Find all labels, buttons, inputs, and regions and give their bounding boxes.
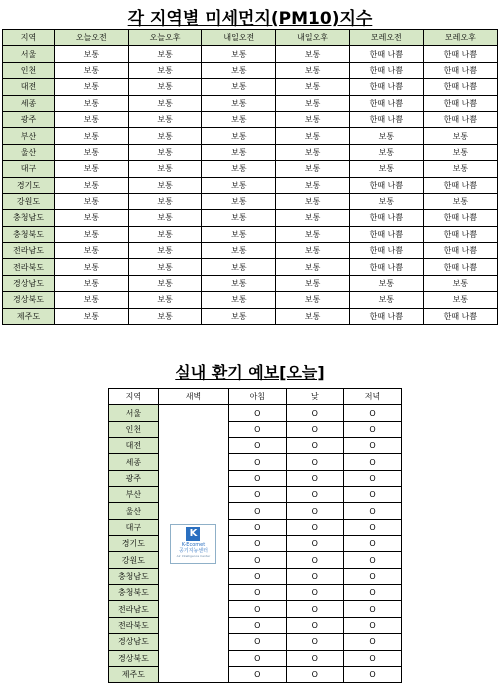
ventilation-ok-cell: O <box>286 405 343 421</box>
pm10-level-cell: 보통 <box>276 259 350 275</box>
table-row <box>109 617 402 633</box>
column-header: 모레오전 <box>349 30 423 46</box>
pm10-level-cell: 보통 <box>54 144 128 160</box>
pm10-level-cell: 보통 <box>128 161 202 177</box>
pm10-level-cell: 보통 <box>128 95 202 111</box>
region-cell: 충청북도 <box>3 226 55 242</box>
ventilation-ok-cell: O <box>229 438 286 454</box>
table-row <box>3 128 498 144</box>
pm10-level-cell: 한때 나쁨 <box>349 243 423 259</box>
pm10-level-cell: 보통 <box>202 308 276 324</box>
ventilation-ok-cell: O <box>229 470 286 486</box>
ventilation-ok-cell: O <box>343 487 401 503</box>
ventilation-ok-cell: O <box>286 568 343 584</box>
pm10-level-cell: 보통 <box>423 193 497 209</box>
region-cell: 경상북도 <box>109 650 159 666</box>
ventilation-ok-cell: O <box>343 617 401 633</box>
pm10-level-cell: 한때 나쁨 <box>349 308 423 324</box>
ventilation-ok-cell: O <box>343 568 401 584</box>
ventilation-ok-cell: O <box>229 487 286 503</box>
pm10-level-cell: 보통 <box>202 193 276 209</box>
pm10-level-cell: 한때 나쁨 <box>349 226 423 242</box>
pm10-level-cell: 보통 <box>54 95 128 111</box>
pm10-level-cell: 보통 <box>202 95 276 111</box>
ventilation-ok-cell: O <box>286 601 343 617</box>
table-row <box>3 292 498 308</box>
logo-k-mark: K <box>186 527 200 541</box>
region-cell: 충청북도 <box>109 585 159 601</box>
ventilation-ok-cell: O <box>229 519 286 535</box>
pm10-level-cell: 보통 <box>423 144 497 160</box>
pm10-level-cell: 보통 <box>128 193 202 209</box>
table-row <box>109 634 402 650</box>
region-cell: 부산 <box>109 487 159 503</box>
table-row <box>109 552 402 568</box>
pm10-level-cell: 보통 <box>276 292 350 308</box>
region-cell: 충청남도 <box>3 210 55 226</box>
table-row <box>3 193 498 209</box>
ventilation-ok-cell: O <box>286 487 343 503</box>
table-row <box>3 62 498 78</box>
pm10-level-cell: 보통 <box>128 259 202 275</box>
region-cell: 충청남도 <box>109 568 159 584</box>
ventilation-ok-cell: O <box>229 503 286 519</box>
ventilation-ok-cell: O <box>229 601 286 617</box>
column-header: 내일오전 <box>202 30 276 46</box>
pm10-level-cell: 한때 나쁨 <box>423 243 497 259</box>
pm10-level-cell: 보통 <box>423 275 497 291</box>
pm10-level-cell: 한때 나쁨 <box>423 79 497 95</box>
ventilation-ok-cell: O <box>229 536 286 552</box>
column-header: 모레오후 <box>423 30 497 46</box>
table-row <box>109 421 402 437</box>
pm10-level-cell: 보통 <box>349 144 423 160</box>
pm10-level-cell: 보통 <box>202 161 276 177</box>
table-row <box>109 454 402 470</box>
table-row <box>3 275 498 291</box>
pm10-level-cell: 보통 <box>202 128 276 144</box>
table-row <box>3 95 498 111</box>
pm10-level-cell: 보통 <box>276 46 350 62</box>
pm10-level-cell: 보통 <box>128 177 202 193</box>
pm10-level-cell: 보통 <box>276 79 350 95</box>
pm10-level-cell: 보통 <box>276 144 350 160</box>
table-row <box>3 210 498 226</box>
ventilation-ok-cell: O <box>286 470 343 486</box>
region-cell: 제주도 <box>3 308 55 324</box>
region-cell: 울산 <box>3 144 55 160</box>
pm10-level-cell: 보통 <box>128 79 202 95</box>
pm10-level-cell: 보통 <box>128 210 202 226</box>
region-cell: 광주 <box>109 470 159 486</box>
ventilation-ok-cell: O <box>343 454 401 470</box>
pm10-level-cell: 보통 <box>202 62 276 78</box>
table-row <box>3 226 498 242</box>
pm10-level-cell: 보통 <box>128 292 202 308</box>
pm10-level-cell: 한때 나쁨 <box>349 210 423 226</box>
table-row <box>109 519 402 535</box>
column-header: 지역 <box>109 389 159 405</box>
ventilation-ok-cell: O <box>286 585 343 601</box>
region-cell: 경기도 <box>109 536 159 552</box>
column-header: 오늘오전 <box>54 30 128 46</box>
ventilation-table-title: 실내 환기 예보[오늘] <box>175 363 325 382</box>
region-cell: 경기도 <box>3 177 55 193</box>
table-header-row <box>109 389 402 405</box>
column-header: 새벽 <box>158 389 228 405</box>
pm10-level-cell: 보통 <box>276 111 350 127</box>
pm10-level-cell: 보통 <box>54 193 128 209</box>
pm10-level-cell: 보통 <box>202 259 276 275</box>
ventilation-ok-cell: O <box>343 405 401 421</box>
region-cell: 인천 <box>109 421 159 437</box>
region-cell: 강원도 <box>109 552 159 568</box>
pm10-level-cell: 보통 <box>54 292 128 308</box>
pm10-level-cell: 보통 <box>423 161 497 177</box>
region-cell: 전라남도 <box>109 601 159 617</box>
ventilation-ok-cell: O <box>229 617 286 633</box>
table-row <box>109 666 402 682</box>
pm10-level-cell: 한때 나쁨 <box>423 95 497 111</box>
pm10-level-cell: 한때 나쁨 <box>423 226 497 242</box>
pm10-level-cell: 한때 나쁨 <box>423 46 497 62</box>
table-row <box>3 161 498 177</box>
pm10-level-cell: 보통 <box>202 177 276 193</box>
ventilation-ok-cell: O <box>286 552 343 568</box>
ventilation-ok-cell: O <box>343 601 401 617</box>
pm10-level-cell: 한때 나쁨 <box>349 62 423 78</box>
pm10-level-cell: 보통 <box>54 177 128 193</box>
ventilation-ok-cell: O <box>229 552 286 568</box>
pm10-level-cell: 보통 <box>349 275 423 291</box>
region-cell: 경상북도 <box>3 292 55 308</box>
pm10-level-cell: 보통 <box>202 111 276 127</box>
ventilation-forecast-table <box>108 388 402 683</box>
pm10-level-cell: 보통 <box>202 275 276 291</box>
pm10-level-cell: 보통 <box>54 275 128 291</box>
table-row <box>3 144 498 160</box>
pm10-level-cell: 보통 <box>423 292 497 308</box>
pm10-level-cell: 보통 <box>202 79 276 95</box>
table-row <box>109 601 402 617</box>
column-header: 내일오후 <box>276 30 350 46</box>
pm10-level-cell: 보통 <box>54 161 128 177</box>
ventilation-ok-cell: O <box>343 438 401 454</box>
pm10-level-cell: 보통 <box>202 243 276 259</box>
pm10-level-cell: 보통 <box>276 308 350 324</box>
ventilation-ok-cell: O <box>229 585 286 601</box>
pm10-forecast-table <box>2 29 498 325</box>
pm10-level-cell: 보통 <box>54 243 128 259</box>
table-row <box>3 177 498 193</box>
pm10-level-cell: 보통 <box>202 210 276 226</box>
table-row <box>3 243 498 259</box>
dawn-column-merged <box>158 405 228 683</box>
pm10-level-cell: 보통 <box>276 62 350 78</box>
table-row <box>3 259 498 275</box>
ventilation-ok-cell: O <box>343 519 401 535</box>
table-row <box>109 438 402 454</box>
pm10-level-cell: 보통 <box>202 144 276 160</box>
pm10-level-cell: 보통 <box>276 275 350 291</box>
pm10-level-cell: 보통 <box>54 111 128 127</box>
ventilation-ok-cell: O <box>343 650 401 666</box>
ventilation-ok-cell: O <box>343 634 401 650</box>
pm10-level-cell: 보통 <box>54 128 128 144</box>
pm10-level-cell: 한때 나쁨 <box>423 111 497 127</box>
ventilation-ok-cell: O <box>229 650 286 666</box>
region-cell: 제주도 <box>109 666 159 682</box>
ventilation-ok-cell: O <box>286 536 343 552</box>
pm10-level-cell: 한때 나쁨 <box>423 259 497 275</box>
pm10-level-cell: 보통 <box>128 226 202 242</box>
ventilation-ok-cell: O <box>229 421 286 437</box>
table-row <box>109 503 402 519</box>
pm10-level-cell: 보통 <box>54 259 128 275</box>
pm10-level-cell: 보통 <box>276 243 350 259</box>
pm10-table-title: 각 지역별 미세먼지(PM10)지수 <box>127 9 373 29</box>
pm10-level-cell: 보통 <box>54 46 128 62</box>
pm10-level-cell: 보통 <box>54 308 128 324</box>
ventilation-ok-cell: O <box>286 650 343 666</box>
pm10-level-cell: 보통 <box>54 226 128 242</box>
pm10-level-cell: 보통 <box>349 193 423 209</box>
pm10-level-cell: 보통 <box>276 193 350 209</box>
pm10-level-cell: 보통 <box>349 161 423 177</box>
region-cell: 전라북도 <box>109 617 159 633</box>
ventilation-ok-cell: O <box>286 666 343 682</box>
region-cell: 서울 <box>109 405 159 421</box>
ventilation-ok-cell: O <box>229 666 286 682</box>
logo-text-ko: 공기지능센터 <box>178 547 208 554</box>
region-cell: 대전 <box>3 79 55 95</box>
pm10-level-cell: 보통 <box>202 46 276 62</box>
ventilation-ok-cell: O <box>343 585 401 601</box>
table-row <box>109 487 402 503</box>
table-row <box>109 470 402 486</box>
region-cell: 세종 <box>109 454 159 470</box>
region-cell: 대구 <box>109 519 159 535</box>
region-cell: 울산 <box>109 503 159 519</box>
pm10-level-cell: 보통 <box>54 79 128 95</box>
ventilation-ok-cell: O <box>343 666 401 682</box>
ventilation-ok-cell: O <box>229 405 286 421</box>
pm10-level-cell: 보통 <box>128 308 202 324</box>
pm10-level-cell: 한때 나쁨 <box>423 308 497 324</box>
table-row <box>3 111 498 127</box>
ventilation-ok-cell: O <box>343 536 401 552</box>
pm10-level-cell: 보통 <box>128 111 202 127</box>
ventilation-ok-cell: O <box>286 519 343 535</box>
column-header: 지역 <box>3 30 55 46</box>
region-cell: 경상남도 <box>109 634 159 650</box>
ventilation-ok-cell: O <box>343 552 401 568</box>
pm10-level-cell: 보통 <box>128 275 202 291</box>
ventilation-ok-cell: O <box>229 454 286 470</box>
pm10-level-cell: 한때 나쁨 <box>349 95 423 111</box>
ventilation-ok-cell: O <box>286 617 343 633</box>
pm10-level-cell: 한때 나쁨 <box>423 62 497 78</box>
ventilation-ok-cell: O <box>343 470 401 486</box>
region-cell: 광주 <box>3 111 55 127</box>
pm10-level-cell: 보통 <box>54 62 128 78</box>
air-center-logo <box>170 524 216 564</box>
table-row <box>109 536 402 552</box>
pm10-level-cell: 보통 <box>128 144 202 160</box>
ventilation-ok-cell: O <box>286 503 343 519</box>
ventilation-ok-cell: O <box>343 421 401 437</box>
table-row <box>109 585 402 601</box>
region-cell: 전라북도 <box>3 259 55 275</box>
column-header: 아침 <box>229 389 286 405</box>
pm10-level-cell: 한때 나쁨 <box>423 210 497 226</box>
region-cell: 인천 <box>3 62 55 78</box>
table-row <box>109 568 402 584</box>
region-cell: 전라남도 <box>3 243 55 259</box>
pm10-level-cell: 한때 나쁨 <box>349 111 423 127</box>
pm10-level-cell: 한때 나쁨 <box>349 259 423 275</box>
pm10-level-cell: 한때 나쁨 <box>349 177 423 193</box>
pm10-level-cell: 보통 <box>423 128 497 144</box>
table-header-row <box>3 30 498 46</box>
pm10-level-cell: 보통 <box>276 226 350 242</box>
region-cell: 서울 <box>3 46 55 62</box>
ventilation-ok-cell: O <box>229 634 286 650</box>
column-header: 오늘오후 <box>128 30 202 46</box>
pm10-level-cell: 보통 <box>276 95 350 111</box>
region-cell: 경상남도 <box>3 275 55 291</box>
table-row <box>3 79 498 95</box>
pm10-level-cell: 보통 <box>128 243 202 259</box>
region-cell: 세종 <box>3 95 55 111</box>
pm10-level-cell: 한때 나쁨 <box>349 46 423 62</box>
table-row <box>109 650 402 666</box>
ventilation-ok-cell: O <box>286 421 343 437</box>
region-cell: 강원도 <box>3 193 55 209</box>
region-cell: 대전 <box>109 438 159 454</box>
pm10-level-cell: 한때 나쁨 <box>423 177 497 193</box>
table-row <box>3 308 498 324</box>
pm10-level-cell: 보통 <box>54 210 128 226</box>
pm10-level-cell: 보통 <box>349 292 423 308</box>
table-row <box>109 405 402 421</box>
pm10-level-cell: 한때 나쁨 <box>349 79 423 95</box>
column-header: 낮 <box>286 389 343 405</box>
pm10-level-cell: 보통 <box>276 161 350 177</box>
ventilation-ok-cell: O <box>343 503 401 519</box>
ventilation-ok-cell: O <box>286 454 343 470</box>
pm10-level-cell: 보통 <box>349 128 423 144</box>
ventilation-ok-cell: O <box>286 634 343 650</box>
pm10-level-cell: 보통 <box>202 226 276 242</box>
logo-text-en: K-Ecomet <box>181 541 206 548</box>
ventilation-ok-cell: O <box>286 438 343 454</box>
pm10-level-cell: 보통 <box>276 177 350 193</box>
column-header: 저녁 <box>343 389 401 405</box>
region-cell: 대구 <box>3 161 55 177</box>
pm10-level-cell: 보통 <box>128 46 202 62</box>
pm10-level-cell: 보통 <box>128 62 202 78</box>
table-row <box>3 46 498 62</box>
ventilation-ok-cell: O <box>229 568 286 584</box>
pm10-level-cell: 보통 <box>128 128 202 144</box>
pm10-level-cell: 보통 <box>202 292 276 308</box>
region-cell: 부산 <box>3 128 55 144</box>
pm10-level-cell: 보통 <box>276 210 350 226</box>
logo-text-sub: Air Intelligence Center <box>176 553 211 558</box>
pm10-level-cell: 보통 <box>276 128 350 144</box>
